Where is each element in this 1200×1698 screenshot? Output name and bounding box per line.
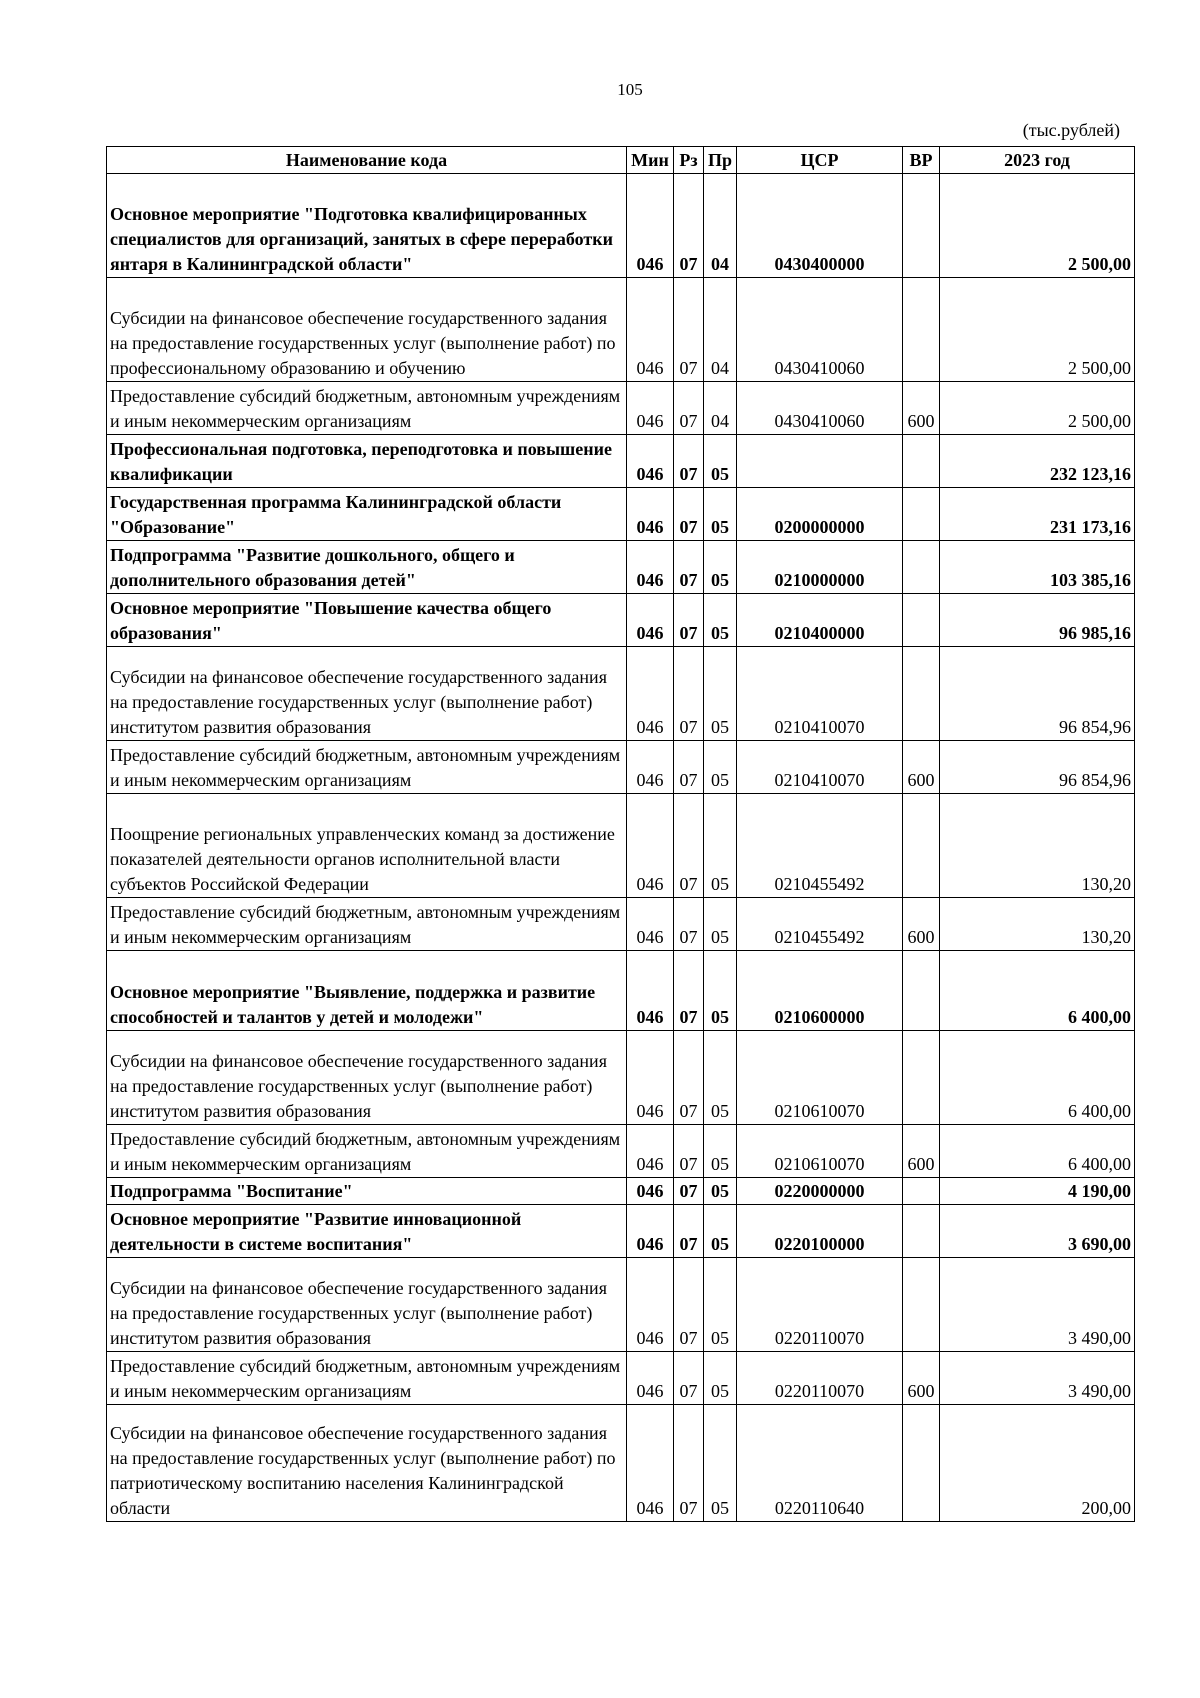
table-row bbox=[107, 435, 1135, 488]
cell-vr bbox=[903, 794, 940, 898]
cell-name: Подпрограмма "Воспитание" bbox=[107, 1178, 627, 1205]
cell-pr: 05 bbox=[704, 1352, 737, 1405]
cell-name: Государственная программа Калининградской области "Образование" bbox=[107, 488, 627, 541]
cell-name: Профессиональная подготовка, переподготовка и повышение квалификации bbox=[107, 435, 627, 488]
table-row bbox=[107, 1125, 1135, 1178]
cell-rz: 07 bbox=[674, 382, 704, 435]
cell-pr: 05 bbox=[704, 1031, 737, 1125]
cell-csr: 0210455492 bbox=[737, 794, 903, 898]
table-row bbox=[107, 898, 1135, 951]
cell-amount: 96 985,16 bbox=[940, 594, 1135, 647]
cell-amount: 96 854,96 bbox=[940, 647, 1135, 741]
cell-name: Субсидии на финансовое обеспечение государственного задания на предоставление государственных услуг (выполнение работ) по патриотическому воспитанию населения Калининградской области bbox=[107, 1405, 627, 1522]
cell-csr: 0210410070 bbox=[737, 741, 903, 794]
cell-rz: 07 bbox=[674, 174, 704, 278]
table-row bbox=[107, 647, 1135, 741]
cell-pr: 05 bbox=[704, 898, 737, 951]
cell-csr: 0430400000 bbox=[737, 174, 903, 278]
header-csr: ЦСР bbox=[737, 147, 903, 174]
cell-vr bbox=[903, 1258, 940, 1352]
cell-rz: 07 bbox=[674, 435, 704, 488]
cell-min: 046 bbox=[627, 435, 674, 488]
cell-amount: 231 173,16 bbox=[940, 488, 1135, 541]
cell-rz: 07 bbox=[674, 1178, 704, 1205]
cell-csr: 0210455492 bbox=[737, 898, 903, 951]
cell-csr: 0210610070 bbox=[737, 1031, 903, 1125]
cell-csr: 0210410070 bbox=[737, 647, 903, 741]
cell-amount: 6 400,00 bbox=[940, 1031, 1135, 1125]
cell-name: Субсидии на финансовое обеспечение государственного задания на предоставление государственных услуг (выполнение работ) институтом развития образования bbox=[107, 647, 627, 741]
cell-pr: 04 bbox=[704, 382, 737, 435]
cell-name: Предоставление субсидий бюджетным, автономным учреждениям и иным некоммерческим организациям bbox=[107, 1125, 627, 1178]
cell-name: Предоставление субсидий бюджетным, автономным учреждениям и иным некоммерческим организациям bbox=[107, 741, 627, 794]
table-row bbox=[107, 488, 1135, 541]
cell-pr: 05 bbox=[704, 1178, 737, 1205]
cell-amount: 2 500,00 bbox=[940, 382, 1135, 435]
table-row bbox=[107, 1405, 1135, 1522]
cell-pr: 05 bbox=[704, 951, 737, 1031]
cell-min: 046 bbox=[627, 1031, 674, 1125]
cell-rz: 07 bbox=[674, 488, 704, 541]
cell-csr: 0220110640 bbox=[737, 1405, 903, 1522]
table-row bbox=[107, 1031, 1135, 1125]
cell-name: Основное мероприятие "Выявление, поддержка и развитие способностей и талантов у детей и молодежи" bbox=[107, 951, 627, 1031]
cell-rz: 07 bbox=[674, 541, 704, 594]
cell-vr: 600 bbox=[903, 1125, 940, 1178]
cell-name: Субсидии на финансовое обеспечение государственного задания на предоставление государственных услуг (выполнение работ) по профессиональному образованию и обучению bbox=[107, 278, 627, 382]
cell-name: Поощрение региональных управленческих команд за достижение показателей деятельности органов исполнительной власти субъектов Российской Федерации bbox=[107, 794, 627, 898]
table-header bbox=[107, 147, 1135, 174]
cell-pr: 05 bbox=[704, 1205, 737, 1258]
cell-amount: 2 500,00 bbox=[940, 174, 1135, 278]
table-row bbox=[107, 174, 1135, 278]
cell-name: Субсидии на финансовое обеспечение государственного задания на предоставление государственных услуг (выполнение работ) институтом развития образования bbox=[107, 1031, 627, 1125]
cell-min: 046 bbox=[627, 1205, 674, 1258]
cell-pr: 04 bbox=[704, 174, 737, 278]
cell-pr: 04 bbox=[704, 278, 737, 382]
cell-min: 046 bbox=[627, 594, 674, 647]
cell-min: 046 bbox=[627, 1125, 674, 1178]
cell-rz: 07 bbox=[674, 794, 704, 898]
cell-name: Подпрограмма "Развитие дошкольного, общего и дополнительного образования детей" bbox=[107, 541, 627, 594]
cell-min: 046 bbox=[627, 1352, 674, 1405]
cell-vr: 600 bbox=[903, 382, 940, 435]
table-row bbox=[107, 541, 1135, 594]
cell-name: Основное мероприятие "Развитие инновационной деятельности в системе воспитания" bbox=[107, 1205, 627, 1258]
cell-amount: 103 385,16 bbox=[940, 541, 1135, 594]
table-row bbox=[107, 278, 1135, 382]
cell-min: 046 bbox=[627, 382, 674, 435]
cell-pr: 05 bbox=[704, 794, 737, 898]
header-pr: Пр bbox=[704, 147, 737, 174]
cell-vr: 600 bbox=[903, 741, 940, 794]
header-rz: Рз bbox=[674, 147, 704, 174]
cell-vr bbox=[903, 594, 940, 647]
cell-rz: 07 bbox=[674, 1125, 704, 1178]
table-row bbox=[107, 741, 1135, 794]
cell-amount: 6 400,00 bbox=[940, 951, 1135, 1031]
cell-name: Основное мероприятие "Повышение качества общего образования" bbox=[107, 594, 627, 647]
cell-rz: 07 bbox=[674, 1205, 704, 1258]
cell-amount: 130,20 bbox=[940, 898, 1135, 951]
cell-pr: 05 bbox=[704, 594, 737, 647]
cell-vr bbox=[903, 647, 940, 741]
cell-min: 046 bbox=[627, 794, 674, 898]
cell-amount: 232 123,16 bbox=[940, 435, 1135, 488]
cell-vr bbox=[903, 1405, 940, 1522]
cell-amount: 2 500,00 bbox=[940, 278, 1135, 382]
page-number: 105 bbox=[617, 80, 643, 99]
table-row bbox=[107, 1205, 1135, 1258]
table-row bbox=[107, 382, 1135, 435]
cell-csr: 0220100000 bbox=[737, 1205, 903, 1258]
cell-rz: 07 bbox=[674, 1405, 704, 1522]
table-row bbox=[107, 794, 1135, 898]
cell-min: 046 bbox=[627, 1178, 674, 1205]
cell-min: 046 bbox=[627, 1258, 674, 1352]
cell-min: 046 bbox=[627, 1405, 674, 1522]
table-row bbox=[107, 1352, 1135, 1405]
cell-vr bbox=[903, 1205, 940, 1258]
cell-csr bbox=[737, 435, 903, 488]
cell-csr: 0210400000 bbox=[737, 594, 903, 647]
cell-rz: 07 bbox=[674, 278, 704, 382]
table-body bbox=[107, 174, 1135, 1522]
table-row bbox=[107, 951, 1135, 1031]
cell-rz: 07 bbox=[674, 594, 704, 647]
cell-amount: 96 854,96 bbox=[940, 741, 1135, 794]
cell-name: Предоставление субсидий бюджетным, автономным учреждениям и иным некоммерческим организациям bbox=[107, 1352, 627, 1405]
header-amount: 2023 год bbox=[940, 147, 1135, 174]
cell-amount: 130,20 bbox=[940, 794, 1135, 898]
cell-min: 046 bbox=[627, 741, 674, 794]
cell-vr bbox=[903, 951, 940, 1031]
cell-pr: 05 bbox=[704, 1125, 737, 1178]
cell-vr bbox=[903, 1031, 940, 1125]
cell-csr: 0430410060 bbox=[737, 278, 903, 382]
cell-pr: 05 bbox=[704, 488, 737, 541]
cell-pr: 05 bbox=[704, 541, 737, 594]
cell-rz: 07 bbox=[674, 951, 704, 1031]
cell-name: Предоставление субсидий бюджетным, автономным учреждениям и иным некоммерческим организациям bbox=[107, 382, 627, 435]
header-vr: ВР bbox=[903, 147, 940, 174]
cell-rz: 07 bbox=[674, 898, 704, 951]
cell-csr: 0210600000 bbox=[737, 951, 903, 1031]
cell-name: Основное мероприятие "Подготовка квалифицированных специалистов для организаций, занятых в сфере переработки янтаря в Калининградской области" bbox=[107, 174, 627, 278]
cell-amount: 3 490,00 bbox=[940, 1352, 1135, 1405]
cell-vr bbox=[903, 174, 940, 278]
cell-amount: 3 690,00 bbox=[940, 1205, 1135, 1258]
cell-amount: 4 190,00 bbox=[940, 1178, 1135, 1205]
budget-table bbox=[106, 146, 1135, 1522]
cell-name: Субсидии на финансовое обеспечение государственного задания на предоставление государственных услуг (выполнение работ) институтом развития образования bbox=[107, 1258, 627, 1352]
cell-min: 046 bbox=[627, 647, 674, 741]
cell-pr: 05 bbox=[704, 435, 737, 488]
cell-pr: 05 bbox=[704, 1405, 737, 1522]
cell-rz: 07 bbox=[674, 1352, 704, 1405]
cell-csr: 0220000000 bbox=[737, 1178, 903, 1205]
cell-min: 046 bbox=[627, 951, 674, 1031]
cell-csr: 0430410060 bbox=[737, 382, 903, 435]
cell-min: 046 bbox=[627, 174, 674, 278]
cell-vr bbox=[903, 278, 940, 382]
cell-csr: 0200000000 bbox=[737, 488, 903, 541]
cell-rz: 07 bbox=[674, 741, 704, 794]
cell-vr bbox=[903, 435, 940, 488]
cell-vr bbox=[903, 488, 940, 541]
cell-min: 046 bbox=[627, 278, 674, 382]
table-row bbox=[107, 1258, 1135, 1352]
header-min: Мин bbox=[627, 147, 674, 174]
cell-vr bbox=[903, 1178, 940, 1205]
cell-rz: 07 bbox=[674, 647, 704, 741]
cell-amount: 3 490,00 bbox=[940, 1258, 1135, 1352]
cell-min: 046 bbox=[627, 488, 674, 541]
cell-amount: 6 400,00 bbox=[940, 1125, 1135, 1178]
cell-pr: 05 bbox=[704, 741, 737, 794]
table-row bbox=[107, 594, 1135, 647]
table-row bbox=[107, 1178, 1135, 1205]
cell-csr: 0220110070 bbox=[737, 1258, 903, 1352]
cell-min: 046 bbox=[627, 898, 674, 951]
cell-vr bbox=[903, 541, 940, 594]
cell-vr: 600 bbox=[903, 898, 940, 951]
cell-vr: 600 bbox=[903, 1352, 940, 1405]
cell-pr: 05 bbox=[704, 1258, 737, 1352]
cell-name: Предоставление субсидий бюджетным, автономным учреждениям и иным некоммерческим организациям bbox=[107, 898, 627, 951]
cell-pr: 05 bbox=[704, 647, 737, 741]
cell-csr: 0220110070 bbox=[737, 1352, 903, 1405]
header-name: Наименование кода bbox=[107, 147, 627, 174]
cell-csr: 0210000000 bbox=[737, 541, 903, 594]
cell-amount: 200,00 bbox=[940, 1405, 1135, 1522]
cell-csr: 0210610070 bbox=[737, 1125, 903, 1178]
header-row bbox=[107, 147, 1135, 174]
cell-min: 046 bbox=[627, 541, 674, 594]
units-label: (тыс.рублей) bbox=[1022, 120, 1120, 140]
cell-rz: 07 bbox=[674, 1031, 704, 1125]
cell-rz: 07 bbox=[674, 1258, 704, 1352]
